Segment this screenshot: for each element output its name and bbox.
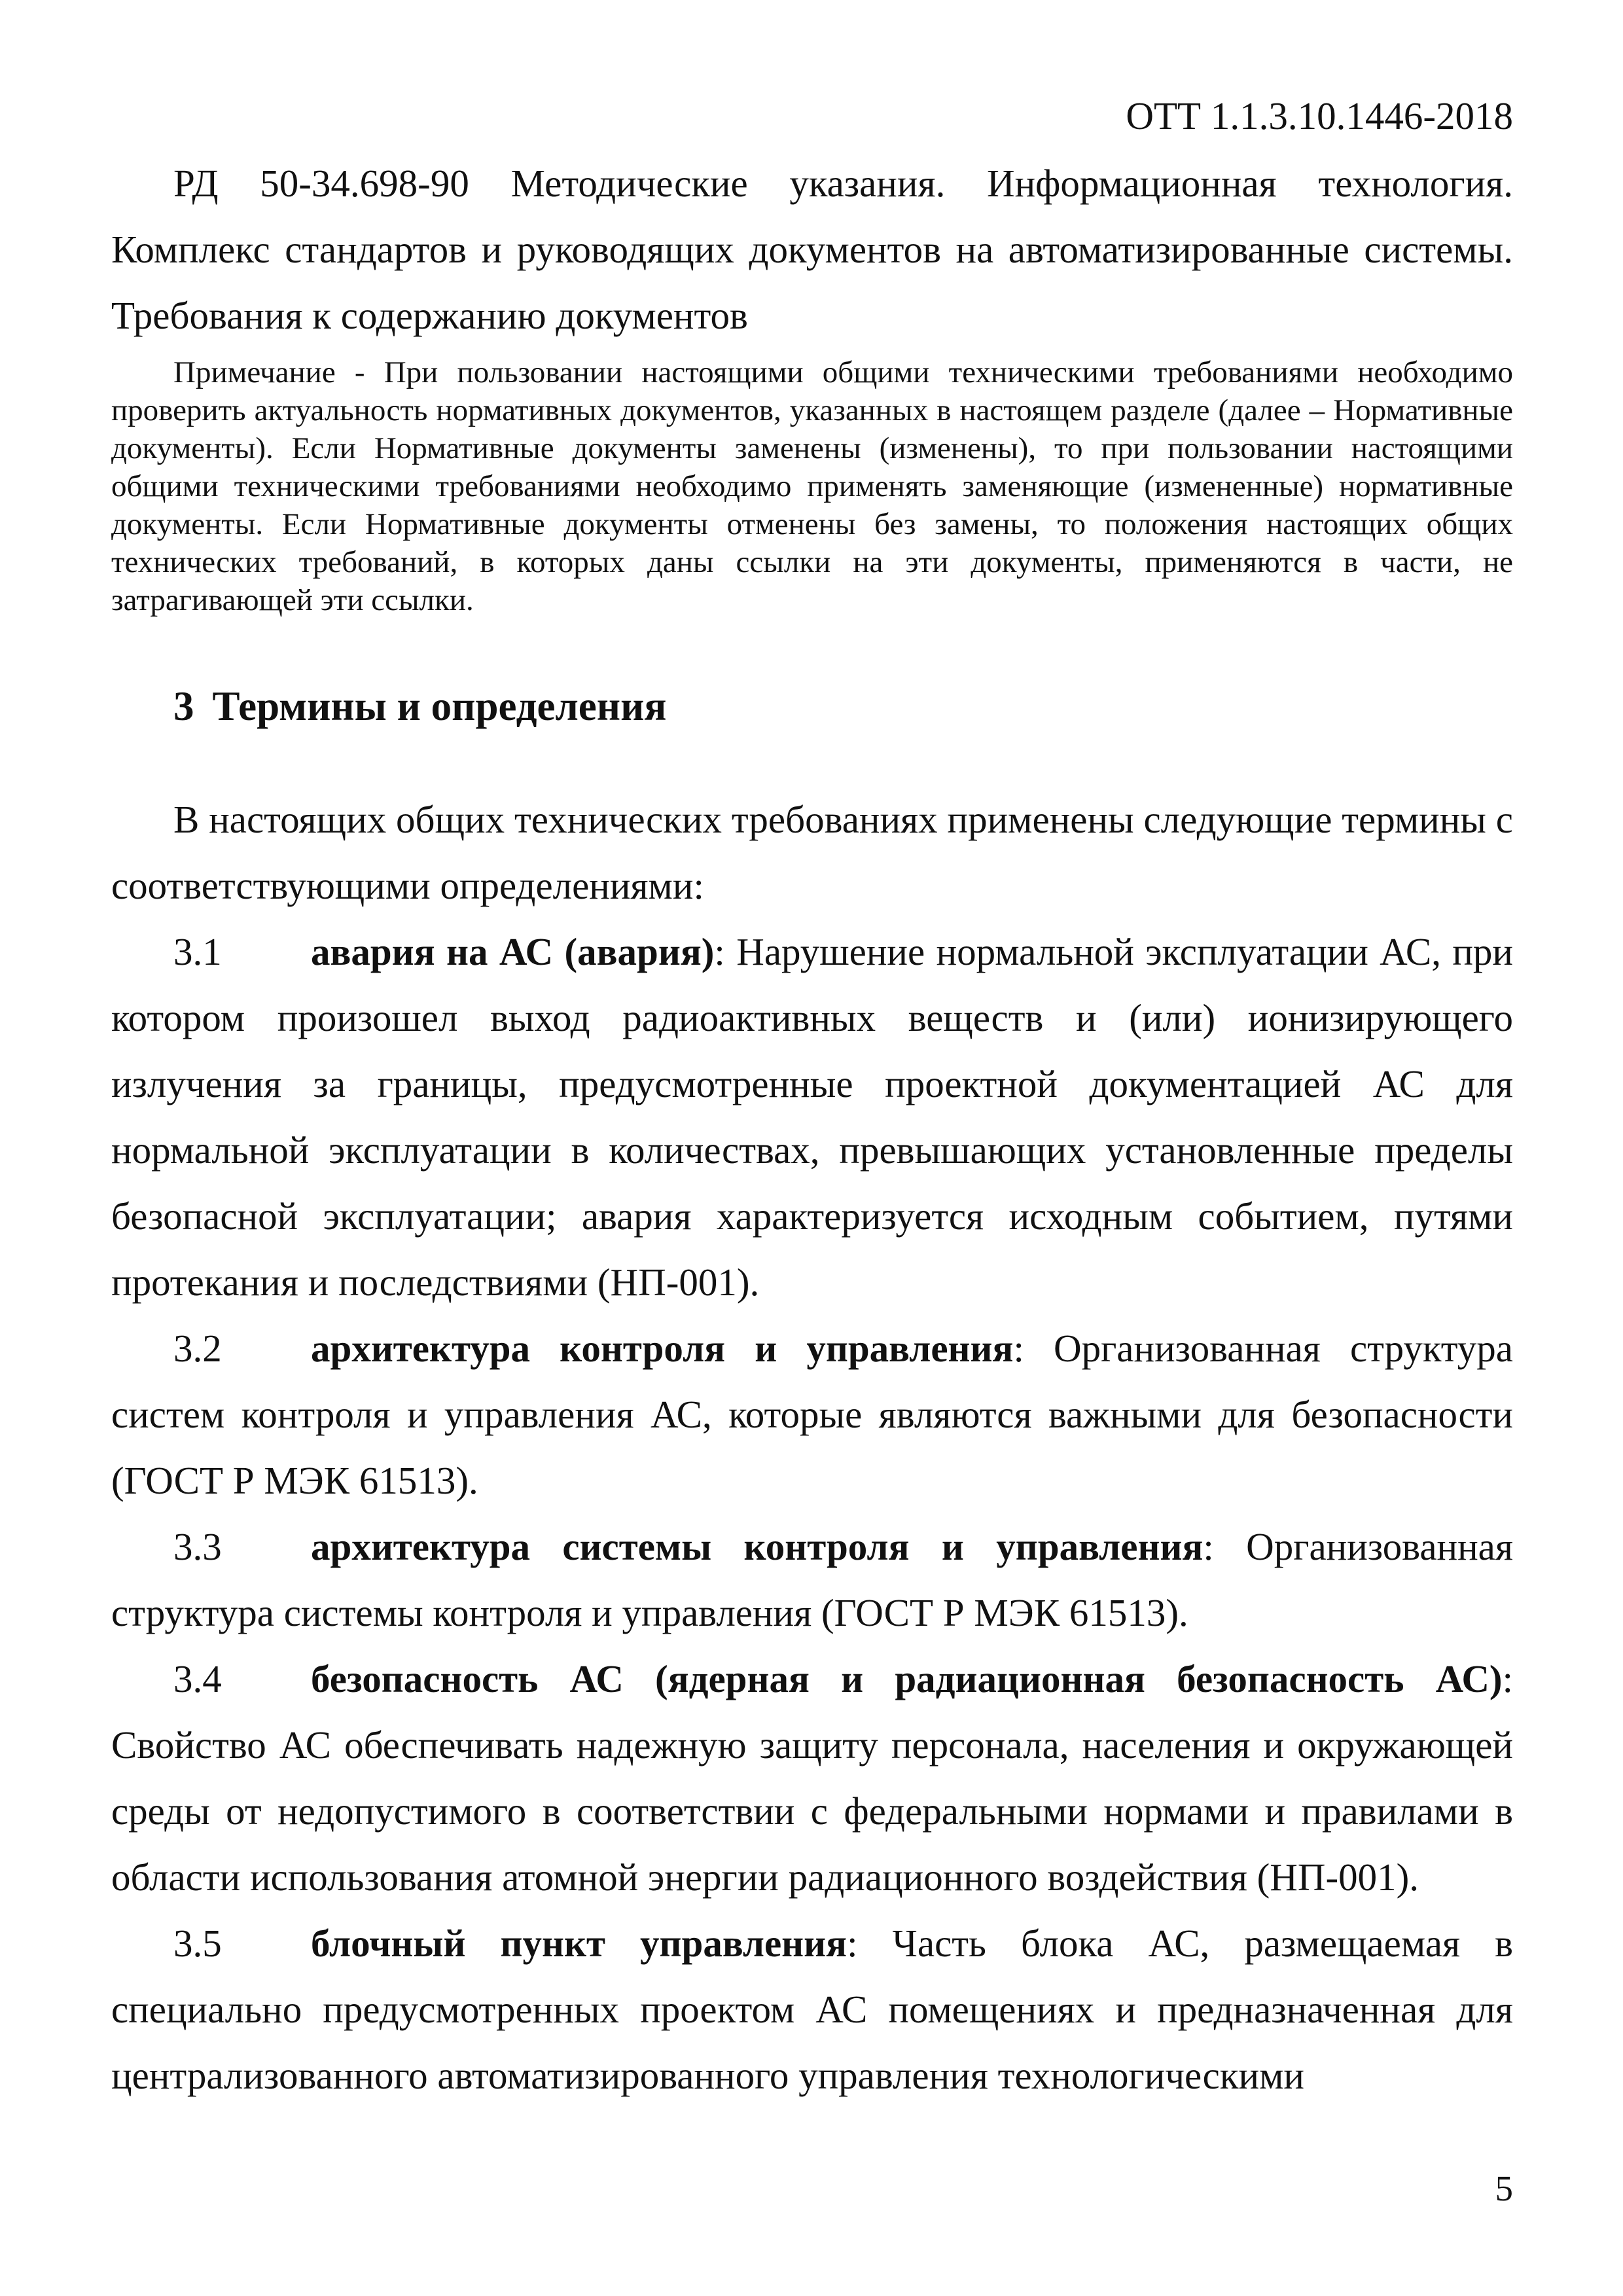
section-body [111, 787, 1513, 2109]
term-entry [111, 1646, 1513, 1910]
term-name: архитектура системы контроля и управления [311, 1525, 1204, 1568]
term-definition: : Организованная структура систем контроля и управления АС, которые являются важными для безопасности (ГОСТ Р МЭК 61513). [111, 1327, 1513, 1502]
term-entry [111, 1514, 1513, 1646]
note-block [111, 353, 1513, 619]
note-text: Примечание - При пользовании настоящими общими техническими требованиями необходимо проверить актуальность нормативных документов, указанных в настоящем разделе (далее – Нормативные документы). Если Нормативные документы заменены (изменены), то при пользовании настоящими общими техническими требованиями необходимо применять заменяющие (измененные) нормативные документы. Если Нормативные документы отменены без замены, то положения настоящих общих технических требований, в которых даны ссылки на эти документы, применяются в части, не затрагивающей эти ссылки. [111, 355, 1513, 617]
page-number: 5 [1495, 2168, 1513, 2208]
term-definition: : Организованная структура системы контроля и управления (ГОСТ Р МЭК 61513). [111, 1525, 1513, 1634]
section-intro: В настоящих общих технических требованиях применены следующие термины с соответствующими определениями: [111, 798, 1513, 907]
reference-entry: РД 50-34.698-90 Методические указания. Информационная технология. Комплекс стандартов и руководящих документов на автоматизированные системы. Требования к содержанию документов [111, 162, 1513, 337]
term-entry [111, 1316, 1513, 1514]
term-number: 3.5 [173, 1922, 222, 1965]
term-name: архитектура контроля и управления [311, 1327, 1014, 1370]
section-number: 3 [173, 683, 194, 729]
section-title: Термины и определения [212, 683, 667, 729]
term-number: 3.3 [173, 1525, 222, 1568]
term-name: безопасность АС (ядерная и радиационная безопасность АС) [311, 1657, 1503, 1700]
section-heading [173, 682, 666, 732]
term-definition: : Свойство АС обеспечивать надежную защиту персонала, населения и окружающей среды от недопустимого в соответствии с федеральными нормами и правилами в области использования атомной энергии радиационного воздействия (НП-001). [111, 1657, 1513, 1899]
document-code: ОТТ 1.1.3.10.1446-2018 [1126, 94, 1513, 137]
term-number: 3.4 [173, 1657, 222, 1700]
term-definition: : Часть блока АС, размещаемая в специально предусмотренных проектом АС помещениях и предназначенная для централизованного автоматизированного управления технологическими [111, 1922, 1514, 2097]
term-entry [111, 1910, 1513, 2109]
term-name: авария на АС (авария) [311, 930, 715, 973]
term-number: 3.2 [173, 1327, 222, 1370]
term-number: 3.1 [173, 930, 222, 973]
term-entry [111, 919, 1513, 1316]
term-name: блочный пункт управления [311, 1922, 847, 1965]
term-definition: : Нарушение нормальной эксплуатации АС, при котором произошел выход радиоактивных веществ и (или) ионизирующего излучения за границы, предусмотренные проектной документацией АС для нормальной эксплуатации в количествах, превышающих установленные пределы безопасной эксплуатации; авария характеризуется исходным событием, путями протекания и последствиями (НП-001). [111, 930, 1513, 1304]
